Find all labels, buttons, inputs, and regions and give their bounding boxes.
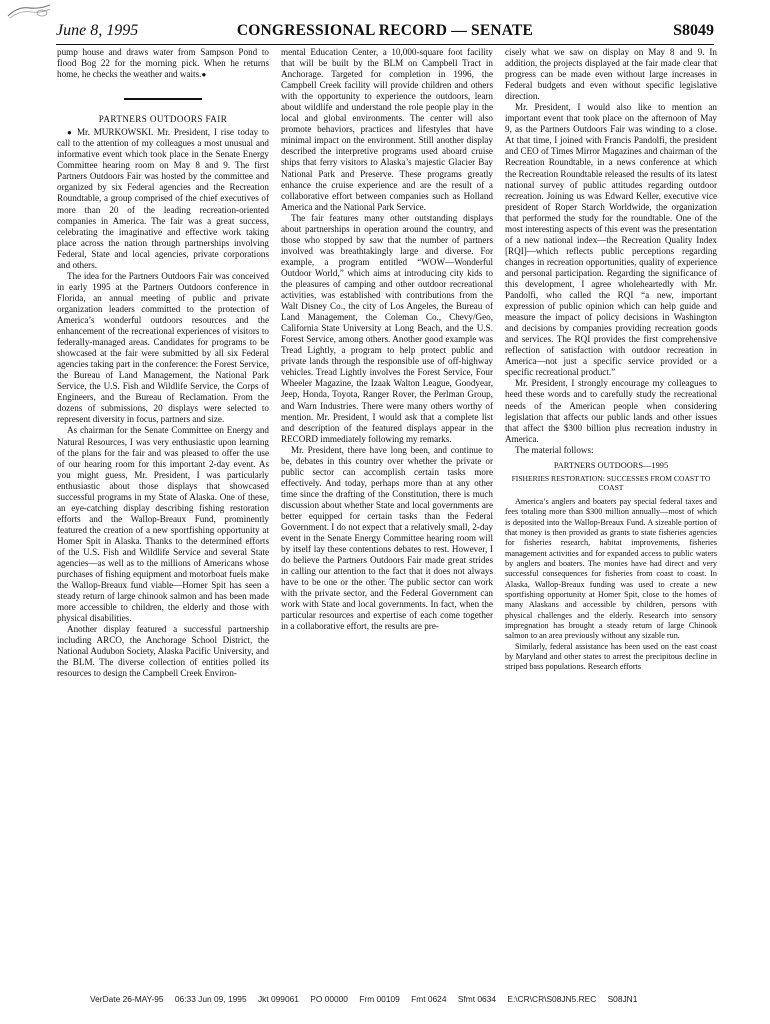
col2-paragraph-1: The fair features many other outstanding displays about partnerships in operation around the country, and those who stopped by saw that the number of partners involved was breathtakingly large and diverse. For example, a program entitled “WOW—Wonderful Outdoor World,” which aims at introducing city kids to the pleasures of camping and other outdoor recreational activities, was established with contributions from the Walt Disney Co., the city of Los Angeles, the Bureau of Land Management, the Coleman Co., Chevy/Geo, California State University at Long Beach, and the U.S. Forest Service, among others. Another good example was Tread Lightly, a program to help protect public and private lands through the responsible use of off-highway vehicles. Tread Lightly involves the Forest Service, Four Wheeler Magazine, the Izaak Walton League, Goodyear, Jeep, Honda, Toyota, Ranger Rover, the Perlman Group, and Warn Industries. There were many others worthy of mention. Mr. President, I would ask that a complete list and description of the featured displays appear in the RECORD immediately following my remarks. [281,212,493,444]
section-title: PARTNERS OUTDOORS FAIR [98,114,228,125]
bullet-icon: ● [67,128,77,138]
col1-paragraph-1: ● Mr. MURKOWSKI. Mr. President, I rise today to call to the attention of my colleagues a most unusual and informative event which took place in the Senate Energy Committee hearing room on May 8 and 9. The first Partners Outdoors Fair was hosted by the committee and organized by six Federal agencies and the Recreation Roundtable, a group comprised of the chief executives of more than 20 of the leading recreation-oriented companies in America. The fair was a great success, celebrating the imaginative and effective work taking place across the nation through partnerships involving Federal, State and local agencies, private corporations and others. [57,127,269,270]
col2-paragraph-2: Mr. President, there have long been, and continue to be, debates in this country over whether the private or public sector can accomplish certain tasks more effectively. And today, perhaps more than at any other time since the drafting of the Constitution, there is much discussion about whether State and local governments are better equipped for certain tasks than the Federal Government. I do not expect that a relatively small, 2-day event in the Senate Energy Committee hearing room will by itself lay these contentions debates to rest. However, I do believe the Partners Outdoors Fair made great strides in calling our attention to the fact that it does not always have to be one or the other. The public sector can work with the private sector, and the Federal Government can work with State and local governments. In fact, when the particular resources and expertise of each come together in a collaborative effort, the results are pre- [281,444,493,632]
col3-paragraph-1: Mr. President, I would also like to mention an important event that took place on the afternoon of May 9, as the Partners Outdoors Fair was winding to a close. At that time, I joined with Francis Pandolfi, the president and CEO of Times Mirror Magazines and chairman of the Recreation Roundtable, in a news conference at which the Recreation Roundtable released the results of its latest national survey of public attitudes regarding outdoor recreation. Joining us was Edward Keller, executive vice president of Roper Starch Worldwide, the organization that performed the study for the roundtable. One of the most interesting aspects of this event was the presentation of a new national index—the Recreation Quality Index [RQI]—which reflects public perceptions regarding changes in recreation opportunities, quality of experience and personal participation. Regarding the significance of this development, I agree wholeheartedly with Mr. Pandolfi, who called the RQI “a new, important expression of public opinion which can help guide and measure the impact of policy decisions in Washington and decisions by companies providing recreation goods and services. The RQI provides the first comprehensive reflection of satisfaction with outdoor recreation in America—not just a specific service provided or a specific recreational product.” [505,102,717,378]
column-2 [281,47,493,962]
section-divider [124,98,202,100]
footer-code: S08JN1 [607,994,638,1004]
col3-paragraph-5: Similarly, federal assistance has been used on the east coast by Maryland and other states to arrest the precipitous decline in striped bass populations. Research efforts [505,641,717,672]
footer-verdate: VerDate 26-MAY-95 [90,994,164,1004]
page-header [56,22,714,45]
material-subtitle: FISHERIES RESTORATION: SUCCESSES FROM COAST TO COAST [511,473,711,493]
col3-paragraph-4: America’s anglers and boaters pay special federal taxes and fees totaling more than $300 million annually—most of which is deposited into the Wallop-Breaux Fund. A sizeable portion of that money is then provided as grants to state fisheries agencies for fisheries research, habitat improvements, fisheries management activities and for expanded access to public waters by anglers and boaters. The monies have had direct and very successful consequences for fisheries from coast to coast. In Alaska, Wallop-Breaux funding was used to create a new sportfishing opportunity at Homer Spit, close to the homes of many Alaskans and accessible by children, persons with physical challenges and the elderly. Research into sensory impregnation has brought a steady return of large Chinook salmon to an area previously without any sizable run. [505,496,717,641]
col1-paragraph-0: pump house and draws water from Sampson Pond to flood Bog 22 for the morning pick. When he returns home, he checks the weather and waits.● [57,47,269,80]
footer-fmt: Fmt 0624 [411,994,447,1004]
gpo-seal-icon [6,2,52,20]
column-3 [505,47,717,962]
col3-paragraph-3: The material follows: [515,444,594,455]
header-title: CONGRESSIONAL RECORD — SENATE [236,22,534,39]
col1-paragraph-3: As chairman for the Senate Committee on Energy and Natural Resources, I was very enthusiastic upon learning of the plans for the fair and was pleased to offer the use of our hearing room for this important 2-day event. As you might guess, Mr. President, I was particularly enthusiastic about those displays that showcased successful programs in my State of Alaska. One of these, an eye-catching display describing fishing restoration efforts and the Wallop-Breaux Fund, prominently featured the creation of a new sportfishing opportunity at Homer Spit in Alaska. Thanks to the determined efforts of the U.S. Fish and Wildlife Service and several State agencies—as well as to the millions of Americans whose purchases of fishing equipment and motorboat fuels make the Wallop-Breaux fund viable—Homer Spit has seen a steady return of large chinook salmon and has been made more accessible to children, the elderly and those with physical disabilities. [57,425,269,624]
material-title: PARTNERS OUTDOORS—1995 [553,460,669,470]
footer-jkt: Jkt 099061 [257,994,299,1004]
page-footer [90,994,646,1004]
footer-sfmt: Sfmt 0634 [457,994,497,1004]
col3-paragraph-0: cisely what we saw on display on May 8 and 9. In addition, the projects displayed at the fair made clear that progress can be made even without large increases in Federal budgets and even without specific legislative direction. [505,47,717,102]
col1-paragraph-2: The idea for the Partners Outdoors Fair was conceived in early 1995 at the Partners Outdoors conference in Florida, an annual meeting of public and private organization leaders committed to the protection of America’s wonderful outdoors resources and the enhancement of the recreational experiences of visitors to federally-managed areas. Candidates for programs to be showcased at the fair were submitted by all six Federal agencies taking part in the conference: the Forest Service, the Bureau of Land Management, the National Park Service, the U.S. Fish and Wildlife Service, the Corps of Engineers, and the Bureau of Reclamation. From the dozens of submissions, 20 displays were selected to represent diversity in focus, partners and size. [57,270,269,425]
footer-path: E:\CR\CR\S08JN5.REC [507,994,597,1004]
header-page-number: S8049 [673,22,714,39]
footer-po: PO 00000 [310,994,348,1004]
col3-paragraph-2: Mr. President, I strongly encourage my colleagues to heed these words and to carefully study the recreational needs of the American people when considering legislation that affects our public lands and other issues that affect the $300 billion plus recreation industry in America. [505,378,717,444]
column-1 [57,47,269,962]
col2-paragraph-0: mental Education Center, a 10,000-square foot facility that will be built by the BLM on Campbell Tract in Anchorage. Targeted for completion in 1996, the Campbell Creek facility will provide children and others with the opportunity to experience the outdoors, learn about wildlife and understand the role people play in the local and global environments. The center will also promote behaviors, practices and lifestyles that have minimal impact on the environment. Still another display described the interpretive programs used aboard cruise ships that ferry visitors to Alaska’s majestic Glacier Bay National Park and Preserve. These programs greatly enhance the cruise experience and are the result of a collaborative effort between companies such as Holland America and the National Park Service. [281,47,493,212]
col1-paragraph-4: Another display featured a successful partnership including ARCO, the Anchorage School District, the National Audubon Society, Alaska Pacific University, and the BLM. The diverse collection of entities polled its resources to design the Campbell Creek Environ- [57,624,269,679]
footer-frm: Frm 00109 [359,994,400,1004]
footer-time: 06:33 Jun 09, 1995 [174,994,247,1004]
header-date: June 8, 1995 [56,22,139,39]
end-bullet-icon: ● [201,70,207,80]
